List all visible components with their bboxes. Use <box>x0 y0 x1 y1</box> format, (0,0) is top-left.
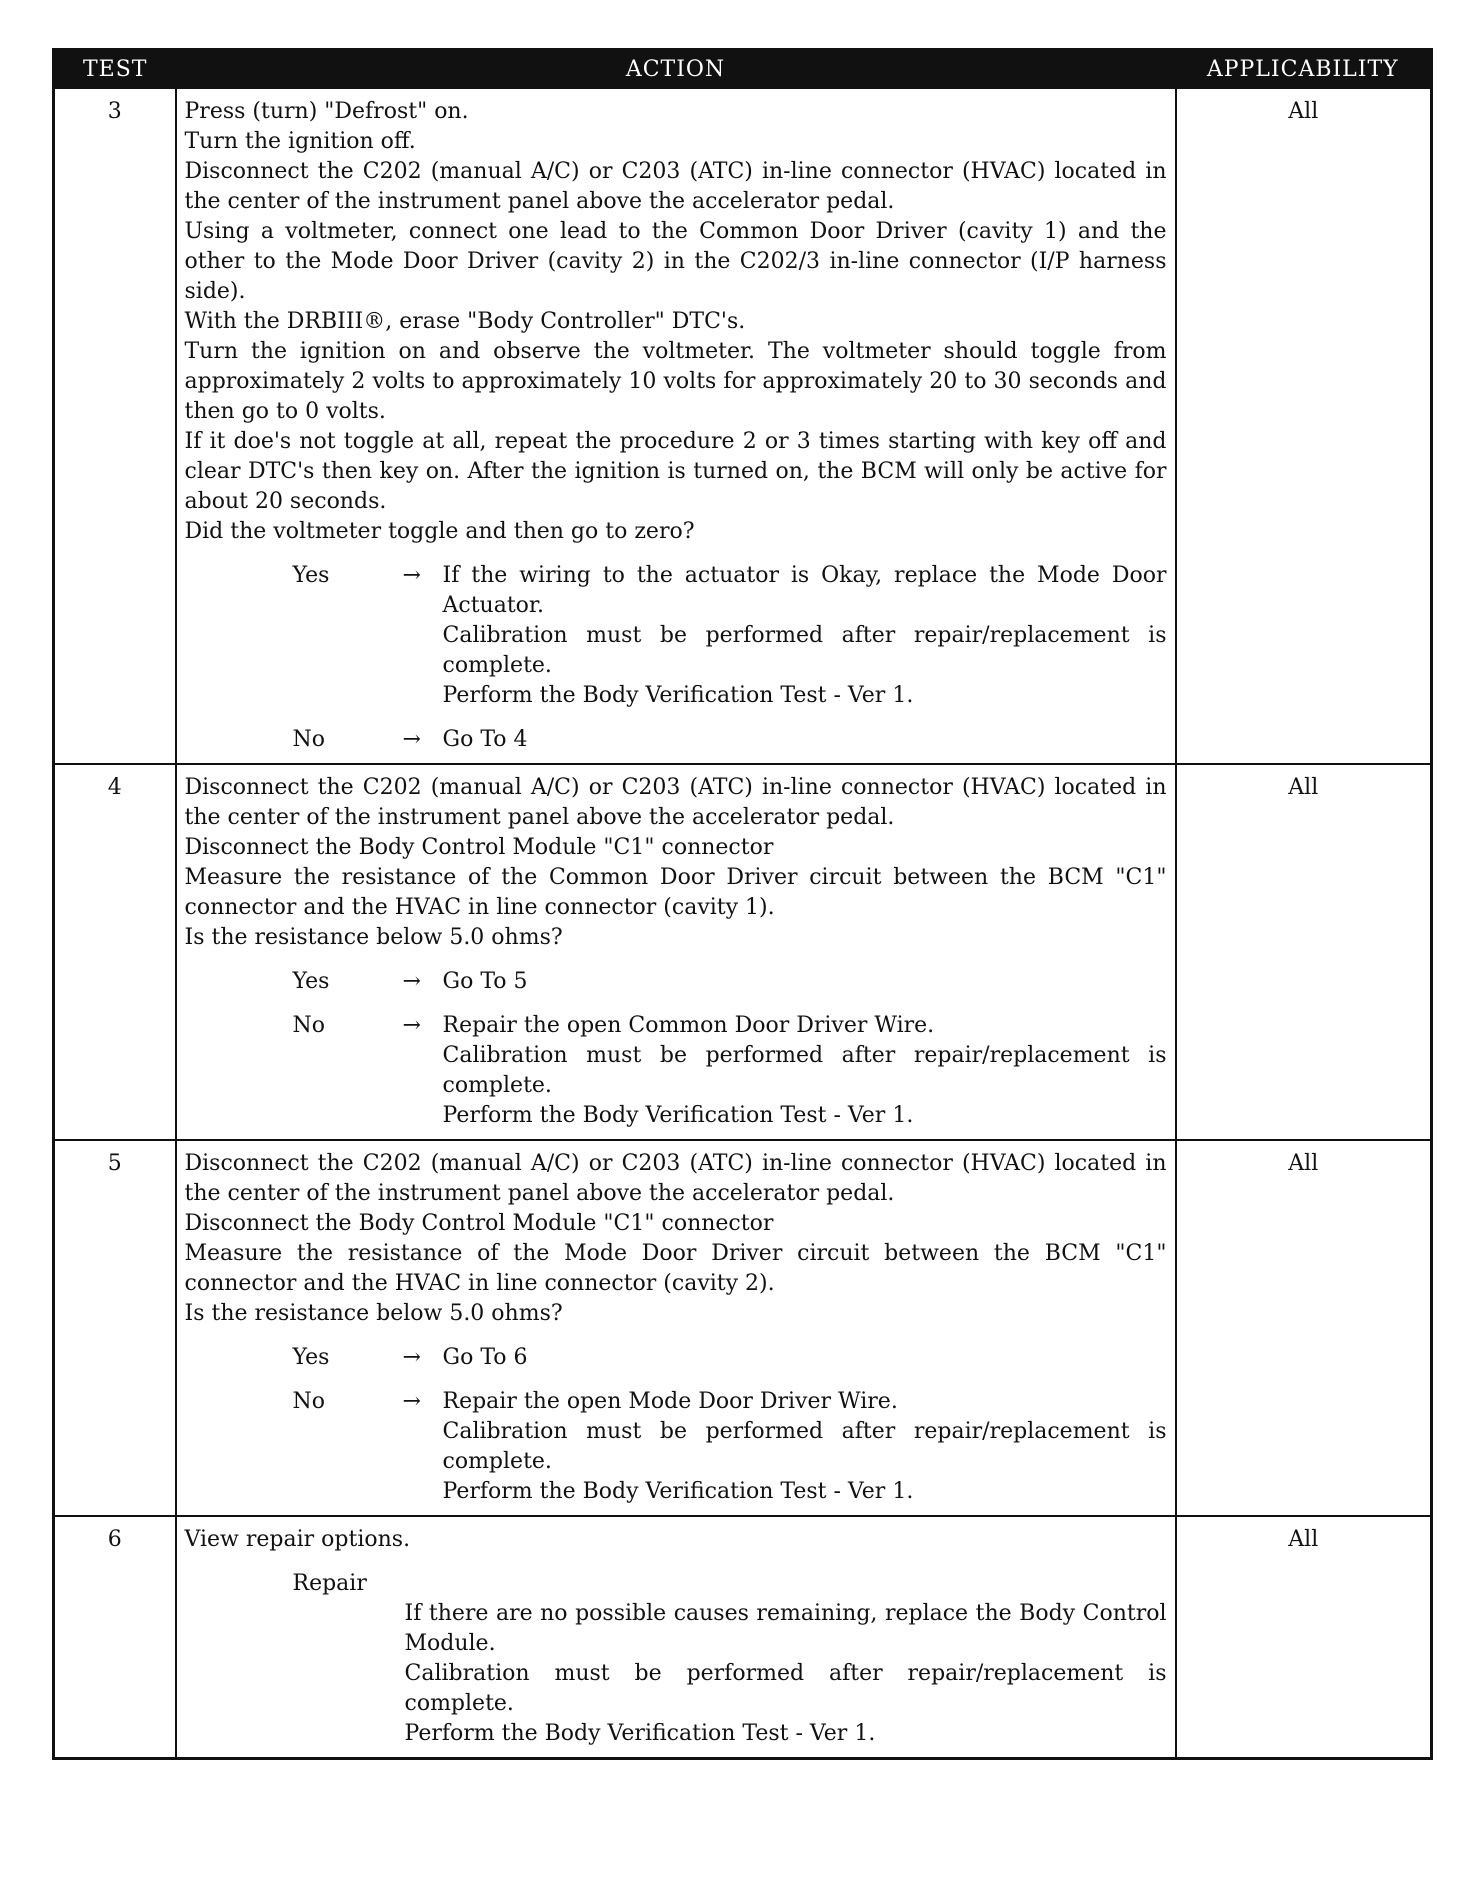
response-line: Go To 6 <box>442 1345 528 1370</box>
no-label: No <box>292 1013 325 1038</box>
no-body <box>443 725 1167 755</box>
response-line: Perform the Body Verification Test - Ver 1. <box>442 683 914 708</box>
arrow-icon: → <box>402 1013 421 1038</box>
test-number: 5 <box>54 1140 176 1516</box>
action-line: Disconnect the C202 (manual A/C) or C203 (ATC) in-line connector (HVAC) located in the center of the instrument panel above the accelerator pedal. <box>184 1151 1167 1206</box>
action-cell <box>176 1516 1176 1759</box>
no-response <box>185 725 1167 755</box>
action-line: Press (turn) "Defrost" on. <box>184 99 469 124</box>
header-action: ACTION <box>176 50 1176 89</box>
no-response <box>185 1387 1167 1507</box>
action-line: Measure the resistance of the Mode Door Driver circuit between the BCM "C1" connector and the HVAC in line connector (cavity 2). <box>184 1241 1167 1296</box>
yes-response <box>185 561 1167 711</box>
table-row <box>54 764 1432 1140</box>
yes-body <box>443 1343 1167 1373</box>
action-line: Disconnect the C202 (manual A/C) or C203 (ATC) in-line connector (HVAC) located in the center of the instrument panel above the accelerator pedal. <box>184 159 1167 214</box>
response-line: Calibration must be performed after repair/replacement is complete. <box>442 623 1167 678</box>
response-line: If there are no possible causes remaining, replace the Body Control Module. <box>404 1601 1167 1656</box>
header-test: TEST <box>54 50 176 89</box>
yes-label: Yes <box>292 969 330 994</box>
action-line: Turn the ignition off. <box>184 129 416 154</box>
arrow-icon: → <box>402 969 421 994</box>
yes-label: Yes <box>292 1345 330 1370</box>
yes-response <box>185 967 1167 997</box>
applicability-cell: All <box>1176 1516 1432 1759</box>
response-line: Go To 5 <box>442 969 528 994</box>
action-line: Turn the ignition on and observe the voltmeter. The voltmeter should toggle from approximately 2 volts to approximately 10 volts for approximately 20 to 30 seconds and then go to 0 volts. <box>184 339 1167 424</box>
action-cell <box>176 764 1176 1140</box>
applicability-cell: All <box>1176 1140 1432 1516</box>
response-line: Calibration must be performed after repair/replacement is complete. <box>442 1043 1167 1098</box>
yes-response <box>185 1343 1167 1373</box>
action-line: Disconnect the Body Control Module "C1" connector <box>184 835 774 860</box>
diagnostic-test-table <box>52 48 1433 1760</box>
yes-body <box>443 561 1167 711</box>
action-line: Is the resistance below 5.0 ohms? <box>184 925 563 950</box>
response-line: Repair the open Common Door Driver Wire. <box>442 1013 935 1038</box>
no-body <box>443 1011 1167 1131</box>
action-line: Using a voltmeter, connect one lead to the Common Door Driver (cavity 1) and the other to the Mode Door Driver (cavity 2) in the C202/3 in-line connector (I/P harness side). <box>184 219 1167 304</box>
action-line: Disconnect the C202 (manual A/C) or C203 (ATC) in-line connector (HVAC) located in the center of the instrument panel above the accelerator pedal. <box>184 775 1167 830</box>
table-row <box>54 1516 1432 1759</box>
response-line: Calibration must be performed after repair/replacement is complete. <box>442 1419 1167 1474</box>
response-line: Repair the open Mode Door Driver Wire. <box>442 1389 898 1414</box>
table-row <box>54 88 1432 764</box>
table-header-row <box>54 50 1432 89</box>
response-line: Go To 4 <box>442 727 528 752</box>
no-label: No <box>292 727 325 752</box>
action-line: With the DRBIII®, erase "Body Controller" DTC's. <box>184 309 746 334</box>
test-number: 4 <box>54 764 176 1140</box>
action-cell <box>176 88 1176 764</box>
applicability-cell: All <box>1176 88 1432 764</box>
table-row <box>54 1140 1432 1516</box>
action-line: View repair options. <box>184 1527 411 1552</box>
arrow-icon: → <box>402 727 421 752</box>
response-line: If the wiring to the actuator is Okay, replace the Mode Door Actuator. <box>442 563 1167 618</box>
test-number: 3 <box>54 88 176 764</box>
response-line: Calibration must be performed after repair/replacement is complete. <box>404 1661 1167 1716</box>
response-line: Perform the Body Verification Test - Ver 1. <box>442 1103 914 1128</box>
test-number: 6 <box>54 1516 176 1759</box>
yes-label: Yes <box>292 563 330 588</box>
response-line: Perform the Body Verification Test - Ver 1. <box>404 1721 876 1746</box>
no-label: No <box>292 1389 325 1414</box>
action-line: Disconnect the Body Control Module "C1" connector <box>184 1211 774 1236</box>
response-line: Perform the Body Verification Test - Ver 1. <box>442 1479 914 1504</box>
diagnostic-table-page <box>52 48 1430 1760</box>
yes-body <box>443 967 1167 997</box>
arrow-icon: → <box>402 563 421 588</box>
arrow-icon: → <box>402 1345 421 1370</box>
action-line: Did the voltmeter toggle and then go to zero? <box>184 519 695 544</box>
applicability-cell: All <box>1176 764 1432 1140</box>
action-line: Measure the resistance of the Common Door Driver circuit between the BCM "C1" connector and the HVAC in line connector (cavity 1). <box>184 865 1167 920</box>
repair-label: Repair <box>292 1571 367 1596</box>
no-body <box>443 1387 1167 1507</box>
action-line: If it doe's not toggle at all, repeat the procedure 2 or 3 times starting with key off and clear DTC's then key on. After the ignition is turned on, the BCM will only be active for about 20 seconds. <box>184 429 1167 514</box>
repair-body <box>185 1599 1167 1749</box>
header-applicability: APPLICABILITY <box>1176 50 1432 89</box>
action-cell <box>176 1140 1176 1516</box>
no-response <box>185 1011 1167 1131</box>
arrow-icon: → <box>402 1389 421 1414</box>
action-line: Is the resistance below 5.0 ohms? <box>184 1301 563 1326</box>
